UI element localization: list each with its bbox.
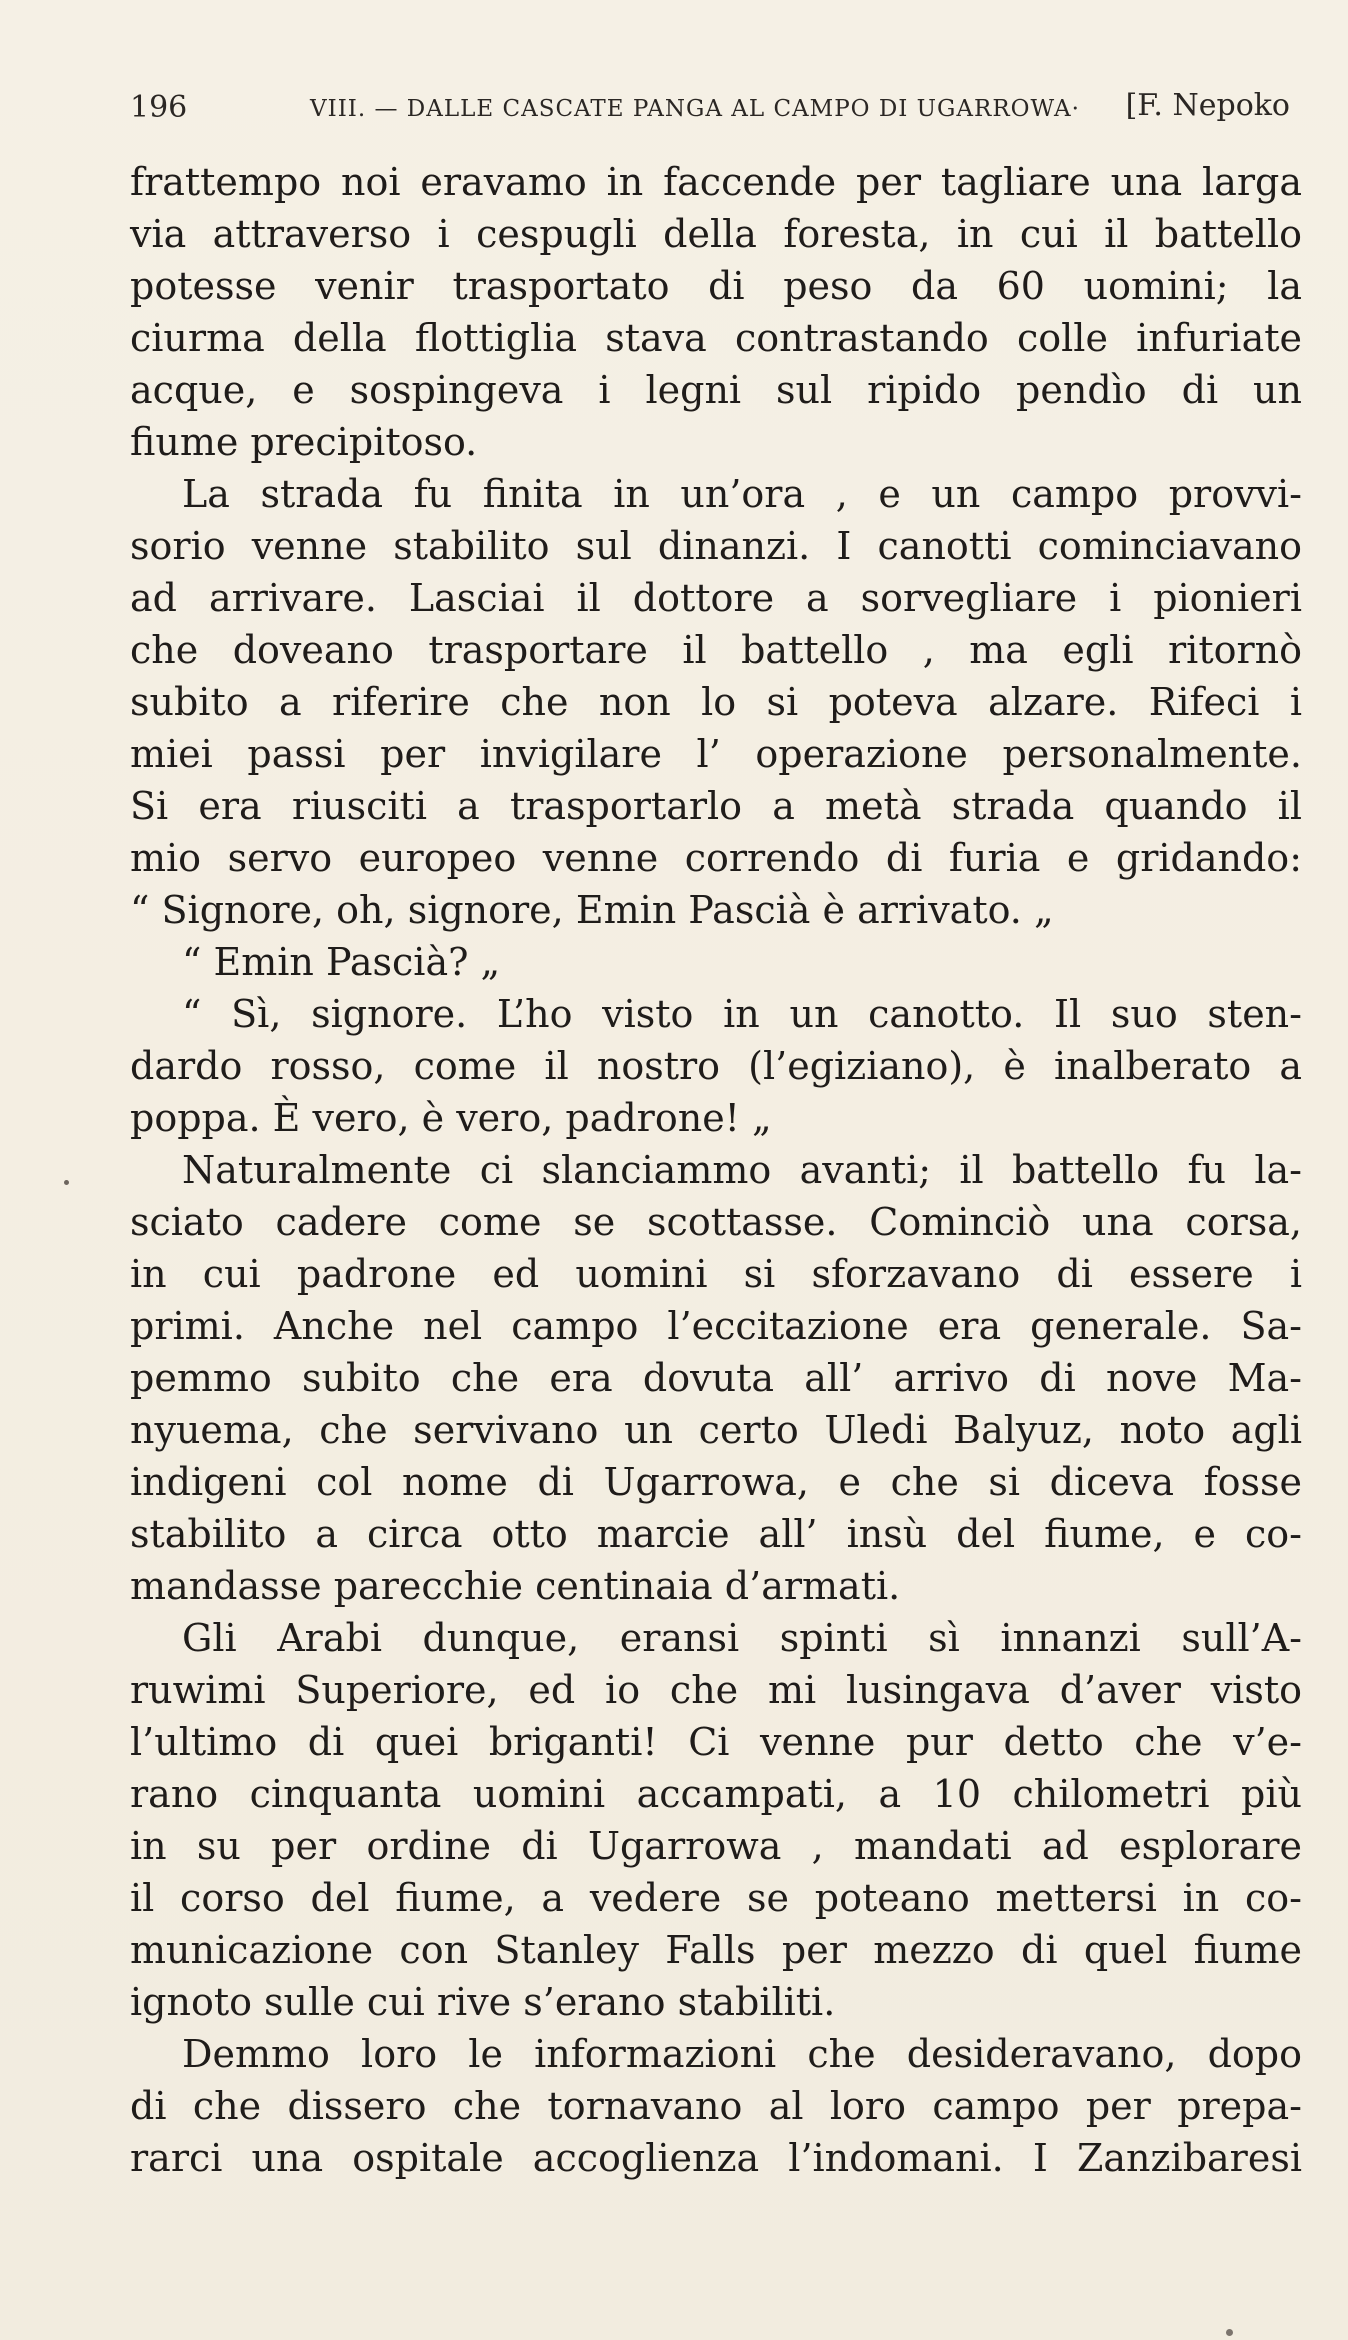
text-line: La strada fu finita in un’ora , e un campo provvi-: [182, 472, 1302, 516]
text-line: Si era riusciti a trasportarlo a metà strada quando il: [130, 784, 1302, 828]
text-line: Naturalmente ci slanciammo avanti; il battello fu la-: [182, 1148, 1302, 1192]
text-line: stabilito a circa otto marcie all’ insù del fiume, e co-: [130, 1512, 1302, 1556]
ink-dot: [1226, 2329, 1233, 2336]
text-line: rarci una ospitale accoglienza l’indomani. I Zanzibaresi: [130, 2136, 1302, 2180]
text-line: Demmo loro le informazioni che desideravano, dopo: [182, 2032, 1302, 2076]
text-line: dardo rosso, come il nostro (l’egiziano), è inalberato a: [130, 1044, 1302, 1088]
text-line: municazione con Stanley Falls per mezzo di quel fiume: [130, 1928, 1302, 1972]
text-line: pemmo subito che era dovuta all’ arrivo di nove Ma-: [130, 1356, 1302, 1400]
text-line: rano cinquanta uomini accampati, a 10 chilometri più: [130, 1772, 1302, 1816]
text-line: “ Signore, oh, signore, Emin Pascià è arrivato. „: [130, 888, 1054, 932]
text-line: miei passi per invigilare l’ operazione personalmente.: [130, 732, 1302, 776]
text-line: “ Sì, signore. L’ho visto in un canotto. Il suo sten-: [182, 992, 1302, 1036]
body-text: [130, 156, 1302, 2216]
text-line: che doveano trasportare il battello , ma egli ritornò: [130, 628, 1302, 672]
text-line: sciato cadere come se scottasse. Cominciò una corsa,: [130, 1200, 1302, 1244]
text-line: ciurma della flottiglia stava contrastando colle infuriate: [130, 316, 1302, 360]
text-line: in su per ordine di Ugarrowa , mandati ad esplorare: [130, 1824, 1302, 1868]
text-line: sorio venne stabilito sul dinanzi. I canotti cominciavano: [130, 524, 1302, 568]
page-header: [130, 86, 1302, 126]
text-line: indigeni col nome di Ugarrowa, e che si diceva fosse: [130, 1460, 1302, 1504]
text-line: mandasse parecchie centinaia d’armati.: [130, 1564, 901, 1608]
text-line: nyuema, che servivano un certo Uledi Balyuz, noto agli: [130, 1408, 1302, 1452]
text-line: poppa. È vero, è vero, padrone! „: [130, 1096, 772, 1140]
text-line: il corso del fiume, a vedere se poteano mettersi in co-: [130, 1876, 1302, 1920]
chapter-bracket: [F. Nepoko: [1125, 88, 1290, 123]
text-line: primi. Anche nel campo l’eccitazione era generale. Sa-: [130, 1304, 1302, 1348]
text-line: acque, e sospingeva i legni sul ripido pendìo di un: [130, 368, 1302, 412]
text-line: mio servo europeo venne correndo di furia e gridando:: [130, 836, 1302, 880]
text-line: in cui padrone ed uomini si sforzavano di essere i: [130, 1252, 1302, 1296]
text-line: l’ultimo di quei briganti! Ci venne pur detto che v’e-: [130, 1720, 1302, 1764]
text-line: ignoto sulle cui rive s’erano stabiliti.: [130, 1980, 836, 2024]
page-number: 196: [130, 90, 188, 125]
text-line: ad arrivare. Lasciai il dottore a sorvegliare i pionieri: [130, 576, 1302, 620]
text-line: di che dissero che tornavano al loro campo per prepa-: [130, 2084, 1302, 2128]
text-line: Gli Arabi dunque, eransi spinti sì innanzi sull’A-: [182, 1616, 1302, 1660]
running-title: VIII. — DALLE CASCATE PANGA AL CAMPO DI UGARROWA·: [310, 96, 1080, 122]
text-line: frattempo noi eravamo in faccende per tagliare una larga: [130, 160, 1302, 204]
text-line: subito a riferire che non lo si poteva alzare. Rifeci i: [130, 680, 1302, 724]
text-line: fiume precipitoso.: [130, 420, 478, 464]
text-line: ruwimi Superiore, ed io che mi lusingava d’aver visto: [130, 1668, 1302, 1712]
text-line: via attraverso i cespugli della foresta, in cui il battello: [130, 212, 1302, 256]
margin-mark: [64, 1180, 69, 1185]
text-line: potesse venir trasportato di peso da 60 uomini; la: [130, 264, 1302, 308]
text-line: “ Emin Pascià? „: [182, 940, 501, 984]
